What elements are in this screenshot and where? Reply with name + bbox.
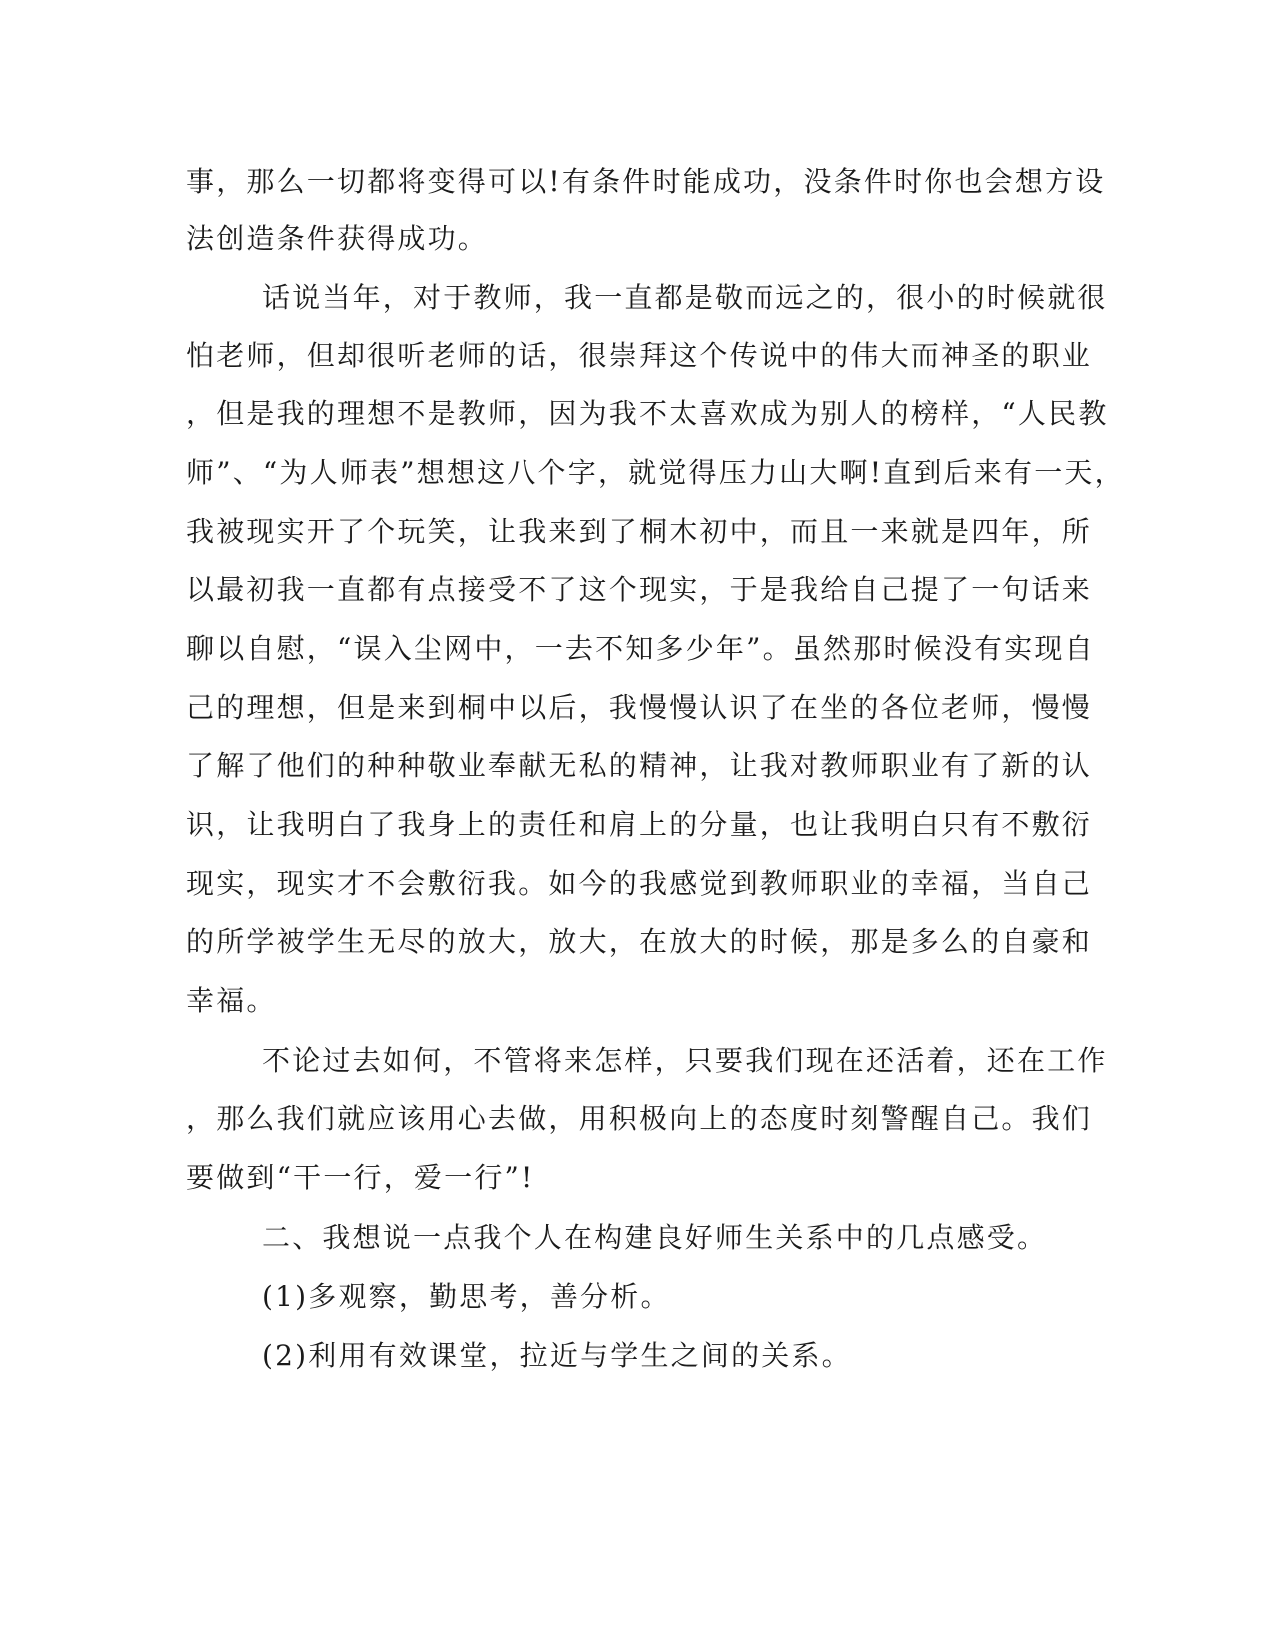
- paragraph-2-line-12: 的所学被学生无尽的放大，放大，在放大的时候，那是多么的自豪和: [186, 925, 1093, 958]
- list-item-2: (2)利用有效课堂，拉近与学生之间的关系。: [262, 1339, 852, 1372]
- paragraph-2-line-4: 师”、“为人师表”想想这八个字，就觉得压力山大啊!直到后来有一天，: [186, 456, 1125, 489]
- list-item-1: (1)多观察，勤思考，善分析。: [262, 1280, 671, 1313]
- paragraph-2-line-8: 己的理想，但是来到桐中以后，我慢慢认识了在坐的各位老师，慢慢: [186, 691, 1093, 724]
- paragraph-3-line-1: 不论过去如何，不管将来怎样，只要我们现在还活着，还在工作: [262, 1044, 1108, 1077]
- paragraph-3-line-3: 要做到“干一行，爱一行”!: [186, 1161, 535, 1194]
- paragraph-1-line-1: 事，那么一切都将变得可以!有条件时能成功，没条件时你也会想方设: [186, 165, 1106, 198]
- paragraph-2-line-6: 以最初我一直都有点接受不了这个现实，于是我给自己提了一句话来: [186, 573, 1093, 606]
- section-heading: 二、我想说一点我个人在构建良好师生关系中的几点感受。: [262, 1221, 1048, 1254]
- paragraph-3-line-2: ，那么我们就应该用心去做，用积极向上的态度时刻警醒自己。我们: [186, 1102, 1093, 1135]
- paragraph-2-line-11: 现实，现实才不会敷衍我。如今的我感觉到教师职业的幸福，当自己: [186, 867, 1093, 900]
- paragraph-2-line-5: 我被现实开了个玩笑，让我来到了桐木初中，而且一来就是四年，所: [186, 515, 1093, 548]
- paragraph-2-line-1: 话说当年，对于教师，我一直都是敬而远之的，很小的时候就很: [262, 281, 1108, 314]
- paragraph-2-line-3: ，但是我的理想不是教师，因为我不太喜欢成为别人的榜样，“人民教: [186, 397, 1109, 430]
- paragraph-2-line-2: 怕老师，但却很听老师的话，很崇拜这个传说中的伟大而神圣的职业: [186, 339, 1093, 372]
- paragraph-2-line-7: 聊以自慰，“误入尘网中，一去不知多少年”。虽然那时候没有实现自: [186, 632, 1095, 665]
- paragraph-2-line-10: 识，让我明白了我身上的责任和肩上的分量，也让我明白只有不敷衍: [186, 808, 1093, 841]
- paragraph-1-line-2: 法创造条件获得成功。: [186, 222, 489, 255]
- paragraph-2-line-13: 幸福。: [186, 984, 277, 1017]
- paragraph-2-line-9: 了解了他们的种种敬业奉献无私的精神，让我对教师职业有了新的认: [186, 749, 1093, 782]
